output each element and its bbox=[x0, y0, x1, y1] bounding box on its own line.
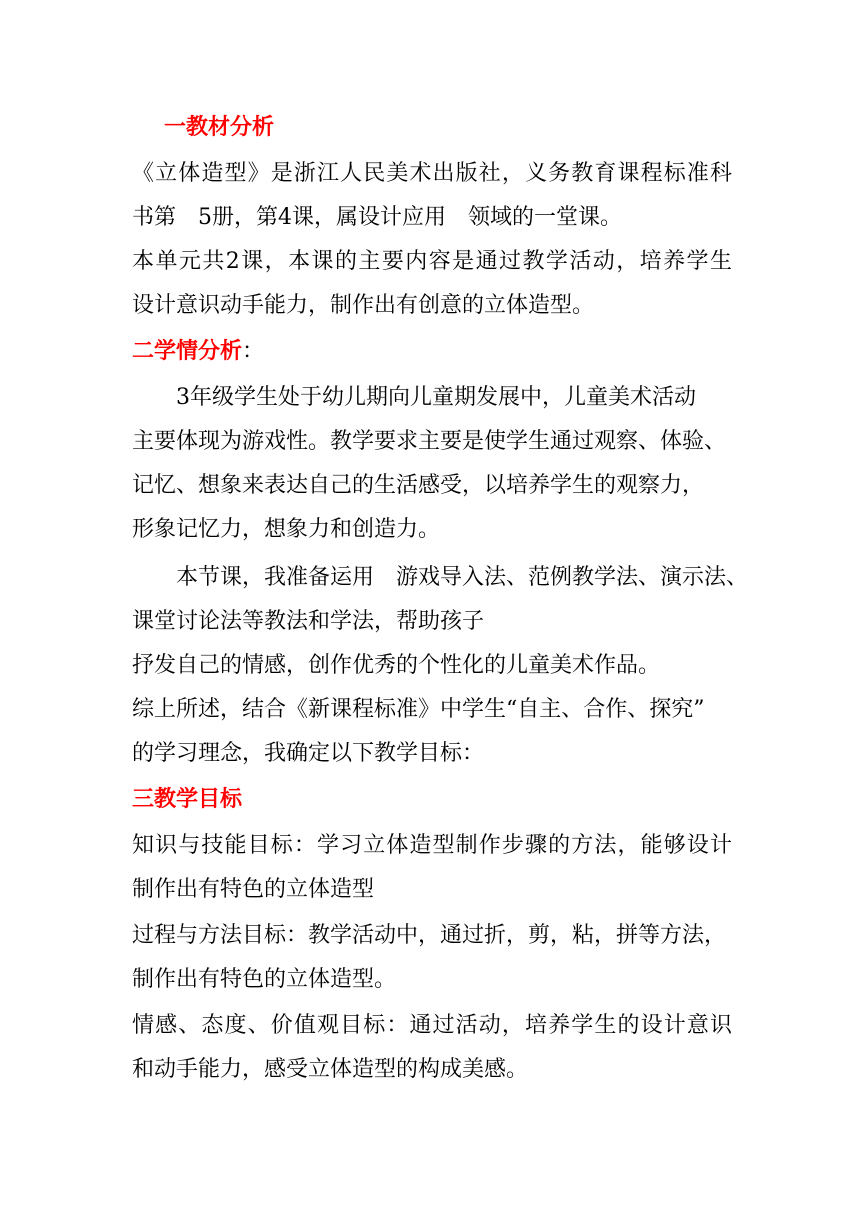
paragraph-line: 《立体造型》是浙江人民美术出版社，义务教育课程标准科 bbox=[132, 161, 732, 186]
section-heading-teaching-goals: 三教学目标 bbox=[132, 787, 243, 812]
paragraph-line: 形象记忆力，想象力和创造力。 bbox=[132, 517, 441, 542]
paragraph-line: 本单元共2课，本课的主要内容是通过教学活动，培养学生 bbox=[132, 249, 732, 274]
section-heading-student-analysis bbox=[132, 337, 732, 367]
paragraph-line: 设计意识动手能力，制作出有创意的立体造型。 bbox=[132, 293, 595, 318]
paragraph-line: 和动手能力，感受立体造型的构成美感。 bbox=[132, 1057, 529, 1082]
paragraph-line: 过程与方法目标：教学活动中，通过折，剪，粘，拼等方法， bbox=[132, 923, 727, 948]
paragraph-line: 综上所述，结合《新课程标准》中学生“自主、合作、探究” bbox=[132, 697, 705, 722]
paragraph-line: 课堂讨论法等教法和学法，帮助孩子 bbox=[132, 609, 485, 634]
paragraph-line: 的学习理念，我确定以下教学目标： bbox=[132, 741, 485, 766]
paragraph-line: 抒发自己的情感，创作优秀的个性化的儿童美术作品。 bbox=[132, 653, 661, 678]
heading-colon: ： bbox=[242, 339, 265, 364]
section-heading-text: 二学情分析 bbox=[132, 339, 243, 364]
paragraph-line: 制作出有特色的立体造型。 bbox=[132, 967, 397, 992]
paragraph-line: 本节课，我准备运用 游戏导入法、范例教学法、演示法、 bbox=[176, 565, 749, 590]
section-heading-textbook-analysis: 一教材分析 bbox=[164, 115, 275, 140]
paragraph-line: 制作出有特色的立体造型 bbox=[132, 877, 375, 902]
paragraph-line: 主要体现为游戏性。教学要求主要是使学生通过观察、体验、 bbox=[132, 429, 727, 454]
paragraph-line: 记忆、想象来表达自己的生活感受，以培养学生的观察力， bbox=[132, 473, 705, 498]
paragraph-line: 知识与技能目标：学习立体造型制作步骤的方法，能够设计 bbox=[132, 833, 732, 858]
paragraph-line: 书第 5册，第4课，属设计应用 领域的一堂课。 bbox=[132, 205, 622, 230]
paragraph-line: 3年级学生处于幼儿期向儿童期发展中，儿童美术活动 bbox=[176, 385, 696, 410]
paragraph-line: 情感、态度、价值观目标：通过活动，培养学生的设计意识 bbox=[132, 1013, 732, 1038]
